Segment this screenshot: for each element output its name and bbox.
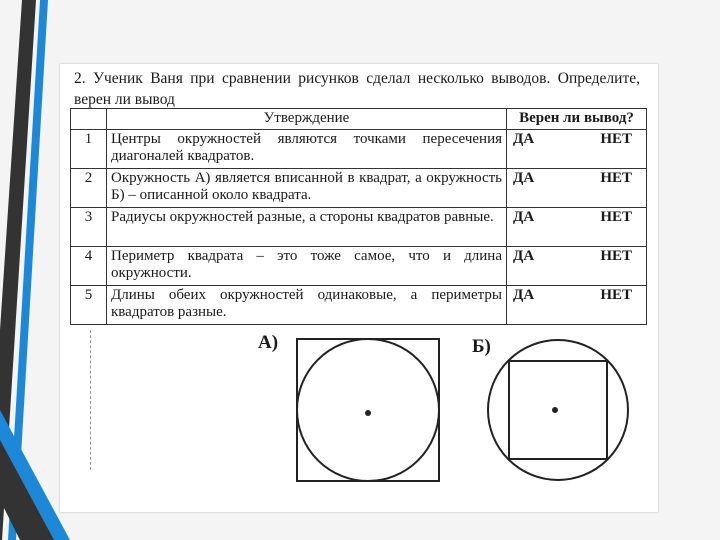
- table-row: [71, 169, 647, 208]
- row-number: 2: [71, 169, 107, 208]
- row-answer: [507, 247, 647, 286]
- row-answer: [507, 169, 647, 208]
- answer-no[interactable]: НЕТ: [600, 209, 632, 225]
- header-num: [71, 109, 107, 130]
- header-statement: Утверждение: [107, 109, 507, 130]
- row-statement: Периметр квадрата – это тоже самое, что и длина окружности.: [107, 247, 507, 286]
- figure-b-label: Б): [472, 336, 491, 357]
- row-statement: Центры окружностей являются точками пересечения диагоналей квадратов.: [107, 130, 507, 169]
- figures-area: [60, 322, 658, 512]
- statements-table: [70, 108, 647, 325]
- answer-yes[interactable]: ДА: [513, 131, 535, 147]
- answer-no[interactable]: НЕТ: [600, 287, 632, 303]
- header-verdict: Верен ли вывод?: [507, 109, 647, 130]
- table-row: [71, 208, 647, 247]
- task-text: 2. Ученик Ваня при сравнении рисунков сделал несколько выводов. Определите, верен ли вывод: [74, 70, 640, 108]
- figure-a-center-dot: [365, 410, 371, 416]
- row-answer: [507, 286, 647, 325]
- answer-yes[interactable]: ДА: [513, 287, 535, 303]
- table-row: [71, 130, 647, 169]
- answer-yes[interactable]: ДА: [513, 170, 535, 186]
- answer-no[interactable]: НЕТ: [600, 170, 632, 186]
- row-statement: Радиусы окружностей разные, а стороны квадратов равные.: [107, 208, 507, 247]
- row-number: 4: [71, 247, 107, 286]
- figure-a-circle-inscribed-in-square: [290, 336, 450, 486]
- figure-b-center-dot: [552, 407, 558, 413]
- row-number: 5: [71, 286, 107, 325]
- answer-no[interactable]: НЕТ: [600, 248, 632, 264]
- answer-yes[interactable]: ДА: [513, 209, 535, 225]
- row-number: 1: [71, 130, 107, 169]
- row-number: 3: [71, 208, 107, 247]
- answer-no[interactable]: НЕТ: [600, 131, 632, 147]
- answer-yes[interactable]: ДА: [513, 248, 535, 264]
- table-row: [71, 286, 647, 325]
- document-page: [60, 64, 658, 512]
- row-statement: Окружность А) является вписанной в квадрат, а окружность Б) – описанной около квадрата.: [107, 169, 507, 208]
- figure-a-label: А): [258, 332, 279, 353]
- scan-margin-line: [90, 330, 91, 470]
- table-row: [71, 247, 647, 286]
- row-answer: [507, 130, 647, 169]
- table-header-row: [71, 109, 647, 130]
- row-statement: Длины обеих окружностей одинаковые, а периметры квадратов разные.: [107, 286, 507, 325]
- figure-b-circle-circumscribed-about-square: [482, 336, 634, 486]
- row-answer: [507, 208, 647, 247]
